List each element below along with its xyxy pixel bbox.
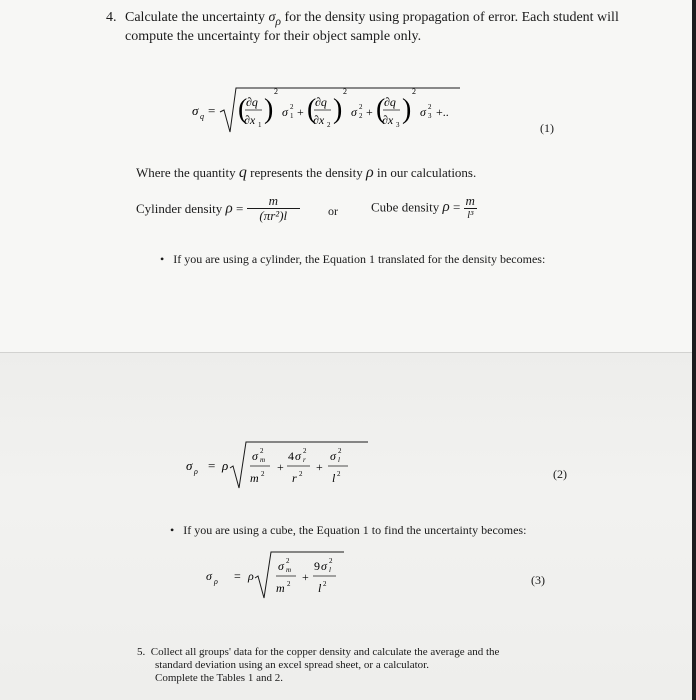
svg-text:σ: σ xyxy=(420,105,426,119)
svg-text:=: = xyxy=(208,458,216,473)
question5-line1: 5. Collect all groups' data for the copper density and calculate the average and the xyxy=(137,646,500,658)
cube-density-formula: Cube density ρ = $\frac{m}{\text{l³}}$ xyxy=(371,193,475,222)
svg-text:2: 2 xyxy=(329,557,333,565)
svg-text:(: ( xyxy=(238,94,248,125)
svg-text:σ: σ xyxy=(252,449,258,463)
svg-text:σ: σ xyxy=(206,569,212,583)
svg-text:ρ: ρ xyxy=(222,458,229,473)
svg-text:ρ: ρ xyxy=(194,467,198,476)
svg-text:σ: σ xyxy=(192,103,199,118)
svg-text:3: 3 xyxy=(396,121,400,129)
svg-text:2: 2 xyxy=(338,447,342,455)
svg-text:2: 2 xyxy=(343,87,347,96)
svg-text:m: m xyxy=(250,471,259,485)
svg-text:σ: σ xyxy=(351,105,357,119)
svg-text:2: 2 xyxy=(323,580,327,588)
bullet-cylinder: • If you are using a cylinder, the Equation 1 translated for the density becomes: xyxy=(160,252,546,266)
question-number: 4. xyxy=(106,10,117,25)
svg-text:4: 4 xyxy=(288,449,294,463)
svg-text:+: + xyxy=(277,460,284,474)
equation-3-number: (3) xyxy=(531,573,545,587)
equation-2-number: (2) xyxy=(553,467,567,481)
svg-text:2: 2 xyxy=(261,470,265,478)
equation-3-cube xyxy=(202,548,362,602)
svg-text:2: 2 xyxy=(359,103,363,111)
svg-text:σ: σ xyxy=(330,449,336,463)
svg-text:2: 2 xyxy=(287,580,291,588)
svg-text:r: r xyxy=(292,471,297,485)
cylinder-density-formula: Cylinder density ρ = $\frac{m}{\text{(πr²)l}}$ xyxy=(136,194,300,224)
svg-text:2: 2 xyxy=(290,103,294,111)
svg-text:∂q: ∂q xyxy=(315,95,327,109)
equation-2-cylinder xyxy=(182,438,372,496)
svg-text:ρ: ρ xyxy=(214,577,218,586)
svg-text:1: 1 xyxy=(290,112,294,120)
svg-text:∂x: ∂x xyxy=(244,113,256,127)
svg-text:l: l xyxy=(332,471,336,485)
svg-text:+: + xyxy=(297,105,304,119)
svg-text:σ: σ xyxy=(295,449,301,463)
equation-1-general xyxy=(190,82,480,140)
svg-text:σ: σ xyxy=(282,105,288,119)
svg-text:∂q: ∂q xyxy=(384,95,396,109)
svg-text:q: q xyxy=(200,112,204,121)
svg-text:2: 2 xyxy=(286,557,290,565)
svg-text:+: + xyxy=(366,105,373,119)
svg-text:2: 2 xyxy=(327,121,331,129)
svg-text:ρ: ρ xyxy=(248,569,254,583)
question5-line2: standard deviation using an excel spread sheet, or a calculator. xyxy=(155,659,429,671)
svg-text:2: 2 xyxy=(412,87,416,96)
svg-text:): ) xyxy=(402,94,412,125)
svg-text:+: + xyxy=(316,460,323,474)
svg-text:=: = xyxy=(234,569,241,583)
svg-text:σ: σ xyxy=(278,559,284,573)
equation-1-number: (1) xyxy=(540,121,554,135)
svg-text:2: 2 xyxy=(303,447,307,455)
question-text-line1: Calculate the uncertainty $\sigma_\rho$ for the density using propagation of error. Each student will xyxy=(125,10,619,28)
svg-text:∂q: ∂q xyxy=(246,95,258,109)
svg-text:2: 2 xyxy=(274,87,278,96)
svg-text:): ) xyxy=(333,94,343,125)
svg-text:(: ( xyxy=(307,94,317,125)
quantity-note: Where the quantity q represents the density ρ in our calculations. xyxy=(136,164,477,181)
svg-text:l: l xyxy=(318,581,322,595)
svg-text:=: = xyxy=(208,103,216,118)
svg-text:9: 9 xyxy=(314,559,320,573)
svg-text:l: l xyxy=(338,456,340,464)
question-text-line2: compute the uncertainty for their object sample only. xyxy=(125,29,422,44)
svg-text:m: m xyxy=(260,456,266,464)
bullet-dot: • xyxy=(160,252,165,266)
svg-text:3: 3 xyxy=(428,112,432,120)
svg-text:r: r xyxy=(303,456,306,464)
svg-text:2: 2 xyxy=(260,447,264,455)
bullet-dot: • xyxy=(170,523,175,537)
svg-text:2: 2 xyxy=(299,470,303,478)
svg-text:∂x: ∂x xyxy=(382,113,394,127)
svg-text:l: l xyxy=(329,566,331,574)
svg-text:): ) xyxy=(264,94,274,125)
svg-text:2: 2 xyxy=(359,112,363,120)
svg-text:2: 2 xyxy=(428,103,432,111)
svg-text:2: 2 xyxy=(337,470,341,478)
svg-text:+: + xyxy=(302,570,309,584)
svg-text:σ: σ xyxy=(186,458,193,473)
svg-text:1: 1 xyxy=(258,121,262,129)
svg-text:m: m xyxy=(276,581,285,595)
bullet-cube: • If you are using a cube, the Equation 1 to find the uncertainty becomes: xyxy=(170,523,527,537)
question5-line3: Complete the Tables 1 and 2. xyxy=(155,672,283,684)
svg-text:σ: σ xyxy=(321,559,327,573)
svg-text:∂x: ∂x xyxy=(313,113,325,127)
svg-text:(: ( xyxy=(376,94,386,125)
svg-text:m: m xyxy=(286,566,292,574)
or-word: or xyxy=(328,204,338,218)
svg-text:+..: +.. xyxy=(436,105,449,119)
